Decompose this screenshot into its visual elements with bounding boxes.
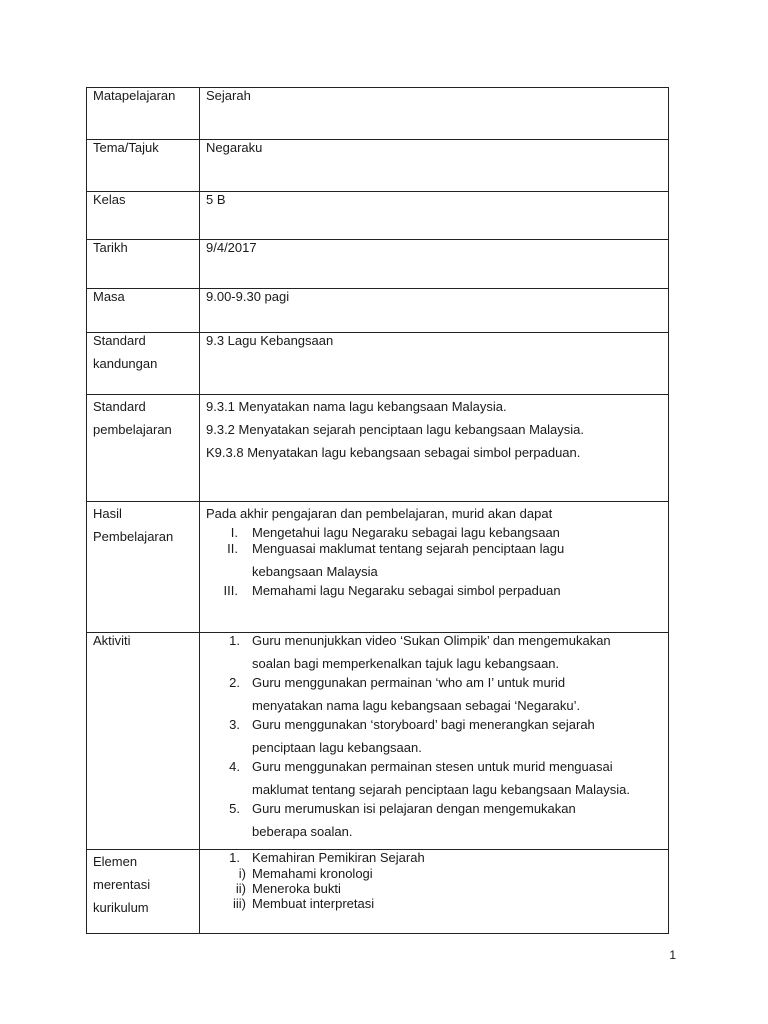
row-value-cross-curricular [200, 850, 669, 934]
row-value-learning-standard [200, 395, 669, 502]
row-label-outcomes: Hasil Pembelajaran [87, 502, 200, 633]
cross-curricular-list [206, 850, 668, 911]
cross-curricular-sublist [206, 866, 668, 911]
row-label-theme: Tema/Tajuk [87, 140, 200, 192]
row-value-date: 9/4/2017 [200, 240, 669, 289]
lesson-plan-table [86, 87, 669, 934]
activities-list [206, 633, 668, 843]
list-item: i) Memahami kronologi [238, 866, 373, 881]
table-row [87, 289, 669, 333]
row-value-theme: Negaraku [200, 140, 669, 192]
list-item: 3. Guru menggunakan ‘storyboard’ bagi menerangkan sejarah penciptaan lagu kebangsaan. [229, 717, 595, 755]
table-row [87, 850, 669, 934]
row-label-content-standard: Standard kandungan [87, 333, 200, 395]
list-item: 9.3.1 Menyatakan nama lagu kebangsaan Malaysia. [206, 399, 507, 414]
row-value-activities [200, 633, 669, 850]
row-label-class: Kelas [87, 192, 200, 240]
row-value-time: 9.00-9.30 pagi [200, 289, 669, 333]
row-label-time: Masa [87, 289, 200, 333]
row-label-activities: Aktiviti [87, 633, 200, 850]
table-row [87, 240, 669, 289]
row-label-date: Tarikh [87, 240, 200, 289]
row-label-subject: Matapelajaran [87, 88, 200, 140]
list-item: III. Memahami lagu Negaraku sebagai simbol perpaduan [223, 583, 561, 598]
list-item: 9.3.2 Menyatakan sejarah penciptaan lagu kebangsaan Malaysia. [206, 422, 584, 437]
table-row [87, 88, 669, 140]
list-item: ii) Meneroka bukti [235, 881, 341, 896]
table-row [87, 395, 669, 502]
list-item: iii) Membuat interpretasi [233, 896, 375, 911]
page-number: 1 [669, 948, 676, 962]
row-label-cross-curricular: Elemen merentasi kurikulum [87, 850, 200, 934]
list-item: II. Menguasai maklumat tentang sejarah penciptaan lagu kebangsaan Malaysia [227, 541, 565, 579]
list-item: 4. Guru menggunakan permainan stesen untuk murid menguasai maklumat tentang sejarah penciptaan lagu kebangsaan Malaysia. [229, 759, 630, 797]
row-value-content-standard: 9.3 Lagu Kebangsaan [200, 333, 669, 395]
row-label-learning-standard: Standard pembelajaran [87, 395, 200, 502]
table-row [87, 192, 669, 240]
table-row [87, 140, 669, 192]
row-value-subject: Sejarah [200, 88, 669, 140]
list-item: I. Mengetahui lagu Negaraku sebagai lagu kebangsaan [230, 525, 560, 540]
table-row [87, 333, 669, 395]
list-item: 1. Kemahiran Pemikiran Sejarah i) Memahami kronologi ii) Meneroka bukti iii) Membuat interpretasi [206, 850, 668, 911]
table-row [87, 633, 669, 850]
row-value-outcomes: Pada akhir pengajaran dan pembelajaran, murid akan dapat I. Mengetahui lagu Negaraku sebagai lagu kebangsaan II. Menguasai maklumat tentang sejarah penciptaan lagu kebangsaan Malaysia III. Memahami lagu Negaraku sebagai simbol perpaduan [200, 502, 669, 633]
row-value-class: 5 B [200, 192, 669, 240]
list-item: 5. Guru merumuskan isi pelajaran dengan mengemukakan beberapa soalan. [229, 801, 576, 839]
outcomes-list [206, 525, 668, 599]
list-item: 2. Guru menggunakan permainan ‘who am I’ untuk murid menyatakan nama lagu kebangsaan sebagai ‘Negaraku’. [229, 675, 581, 713]
table-row [87, 502, 669, 633]
list-item: 1. Guru menunjukkan video ‘Sukan Olimpik’ dan mengemukakan soalan bagi memperkenalkan tajuk lagu kebangsaan. [229, 633, 611, 671]
list-item: K9.3.8 Menyatakan lagu kebangsaan sebagai simbol perpaduan. [206, 445, 581, 460]
